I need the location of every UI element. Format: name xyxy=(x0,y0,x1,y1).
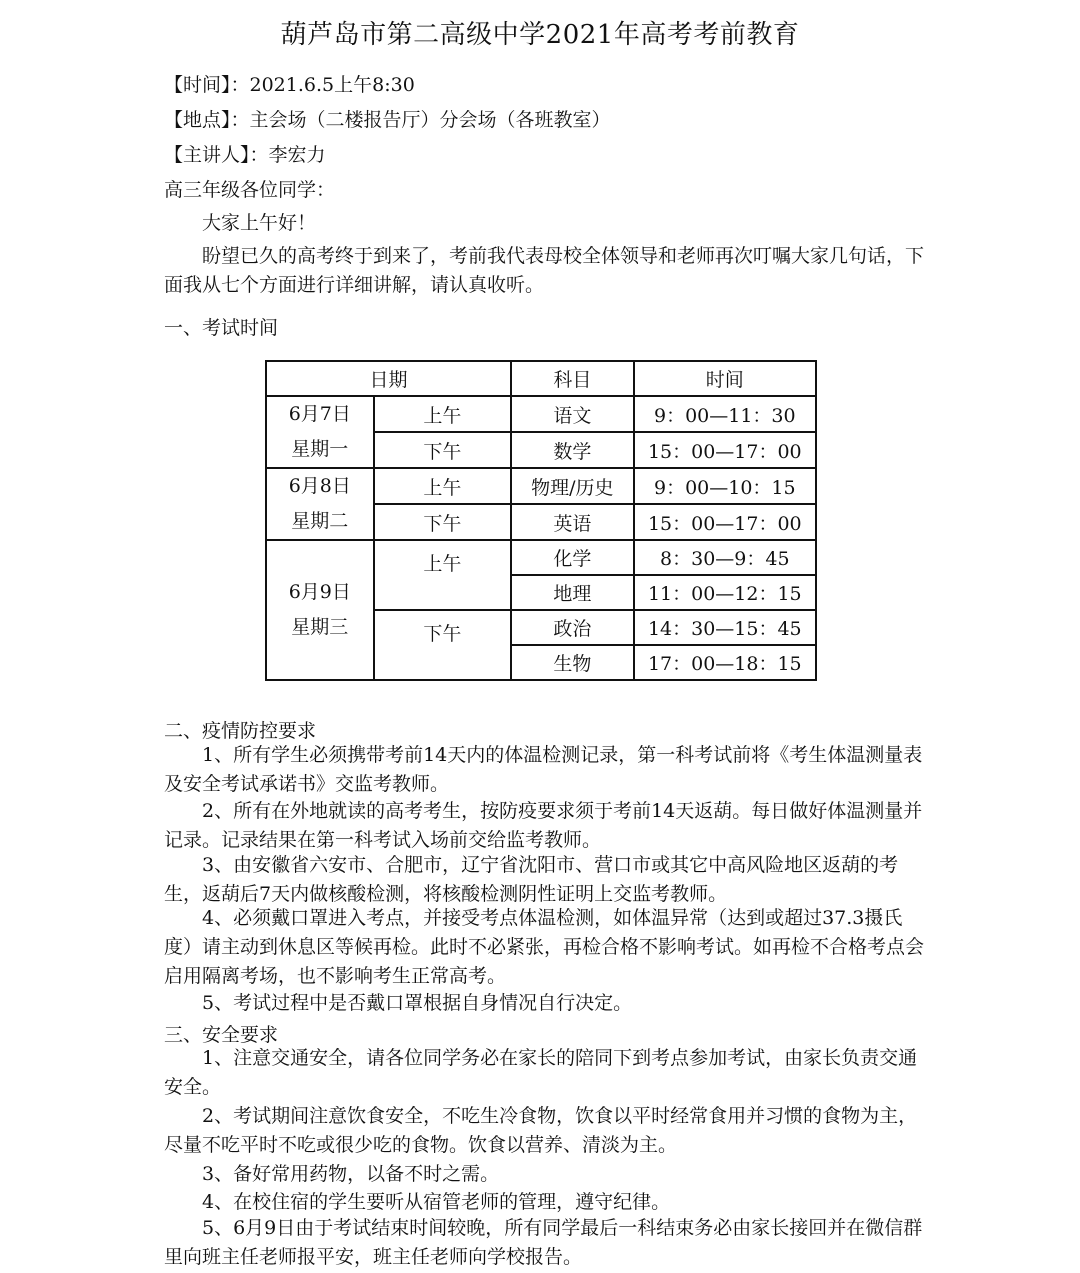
header-subject: 科目 xyxy=(511,361,634,396)
time-cell: 8：30—9：45 xyxy=(634,540,816,575)
safety-item: 1、注意交通安全，请各位同学务必在家长的陪同下到考点参加考试，由家长负责交通安全。 xyxy=(164,1047,918,1098)
subject-cell: 数学 xyxy=(511,432,634,468)
date-cell xyxy=(266,396,374,468)
period-cell: 下午 xyxy=(374,432,511,468)
safety-item: 5、6月9日由于考试结束时间较晚，所有同学最后一科结束务必由家长接回并在微信群里向班主任老师报平安，班主任老师向学校报告。 xyxy=(164,1217,923,1268)
time-cell: 11：00—12：15 xyxy=(634,575,816,610)
intro-paragraph: 盼望已久的高考终于到来了，考前我代表母校全体领导和老师再次叮嘱大家几句话，下面我从七个方面进行详细讲解，请认真收听。 xyxy=(164,245,925,296)
time-cell: 9：00—10：15 xyxy=(634,468,816,504)
epidemic-item: 1、所有学生必须携带考前14天内的体温检测记录，第一科考试前将《考生体温测量表及安全考试承诺书》交监考教师。 xyxy=(164,744,923,795)
header-time: 时间 xyxy=(634,361,816,396)
time-cell: 17：00—18：15 xyxy=(634,645,816,680)
subject-cell: 物理/历史 xyxy=(511,468,634,504)
section-heading-safety: 三、安全要求 xyxy=(164,1024,279,1046)
header-date: 日期 xyxy=(266,361,511,396)
subject-cell: 生物 xyxy=(511,645,634,680)
subject-cell: 地理 xyxy=(511,575,634,610)
meeting-time: 【时间】：2021.6.5上午8:30 xyxy=(164,74,415,96)
table-row xyxy=(266,540,816,575)
subject-cell: 语文 xyxy=(511,396,634,432)
section-heading-exam-time: 一、考试时间 xyxy=(164,317,279,339)
weekday-text: 星期二 xyxy=(291,510,349,532)
epidemic-item: 4、必须戴口罩进入考点，并接受考点体温检测，如体温异常（达到或超过37.3摄氏度）请主动到休息区等候再检。此时不必紧张，再检合格不影响考试。如再检不合格考点会启用隔离考场，也不影响考生正常高考。 xyxy=(164,907,925,987)
subject-cell: 英语 xyxy=(511,504,634,540)
date-cell xyxy=(266,468,374,540)
date-text: 6月8日 xyxy=(288,475,351,497)
epidemic-item: 3、由安徽省六安市、合肥市，辽宁省沈阳市、营口市或其它中高风险地区返葫的考生，返葫后7天内做核酸检测，将核酸检测阴性证明上交监考教师。 xyxy=(164,854,899,905)
meeting-speaker: 【主讲人】：李宏力 xyxy=(164,144,326,166)
exam-schedule-table xyxy=(265,360,817,681)
weekday-text: 星期三 xyxy=(291,616,349,638)
date-text: 6月7日 xyxy=(288,403,351,425)
weekday-text: 星期一 xyxy=(291,438,349,460)
subject-cell: 化学 xyxy=(511,540,634,575)
table-row xyxy=(266,468,816,504)
period-cell: 下午 xyxy=(374,504,511,540)
period-cell: 下午 xyxy=(374,610,511,680)
subject-cell: 政治 xyxy=(511,610,634,645)
time-cell: 9：00—11：30 xyxy=(634,396,816,432)
date-cell xyxy=(266,540,374,680)
date-text: 6月9日 xyxy=(288,581,351,603)
safety-item: 2、考试期间注意饮食安全，不吃生冷食物，饮食以平时经常食用并习惯的食物为主，尽量不吃平时不吃或很少吃的食物。饮食以营养、清淡为主。 xyxy=(164,1105,918,1156)
table-header-row xyxy=(266,361,816,396)
period-cell: 上午 xyxy=(374,540,511,610)
hello-line: 大家上午好！ xyxy=(202,212,317,234)
epidemic-item: 5、考试过程中是否戴口罩根据自身情况自行决定。 xyxy=(202,992,633,1014)
period-cell: 上午 xyxy=(374,468,511,504)
table-row xyxy=(266,396,816,432)
greeting: 高三年级各位同学： xyxy=(164,179,336,201)
time-cell: 15：00—17：00 xyxy=(634,432,816,468)
time-cell: 15：00—17：00 xyxy=(634,504,816,540)
period-cell: 上午 xyxy=(374,396,511,432)
epidemic-item: 2、所有在外地就读的高考考生，按防疫要求须于考前14天返葫。每日做好体温测量并记录。记录结果在第一科考试入场前交给监考教师。 xyxy=(164,800,923,851)
document-title: 葫芦岛市第二高级中学2021年高考考前教育 xyxy=(280,20,800,50)
safety-item: 4、在校住宿的学生要听从宿管老师的管理，遵守纪律。 xyxy=(202,1191,671,1213)
time-cell: 14：30—15：45 xyxy=(634,610,816,645)
safety-item: 3、备好常用药物，以备不时之需。 xyxy=(202,1163,500,1185)
section-heading-epidemic: 二、疫情防控要求 xyxy=(164,720,317,742)
meeting-place: 【地点】：主会场（二楼报告厅）分会场（各班教室） xyxy=(164,109,611,131)
